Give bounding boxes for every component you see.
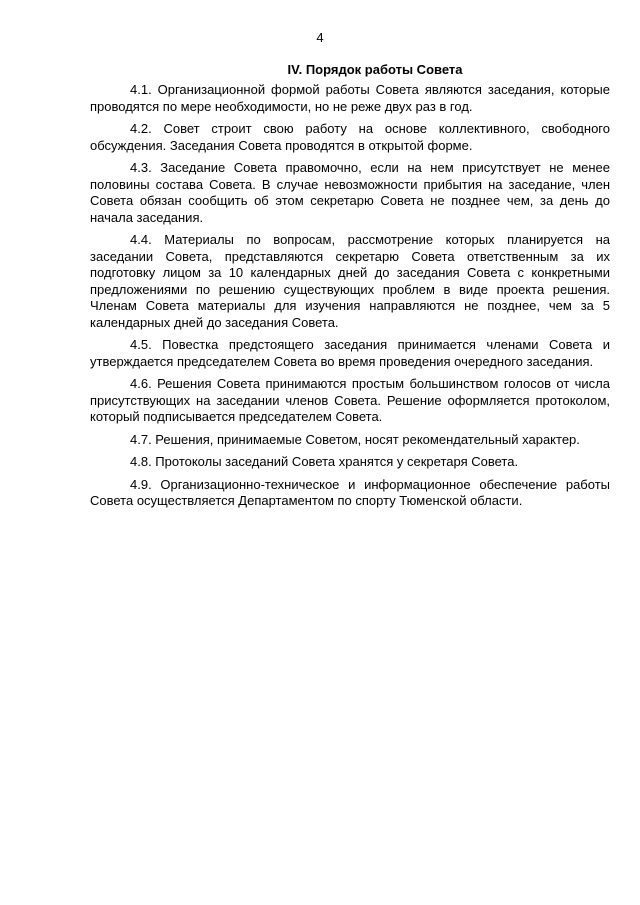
paragraph-4-2: 4.2. Совет строит свою работу на основе коллективного, свободного обсуждения. Заседания Совета проводятся в открытой форме. — [90, 121, 610, 153]
paragraph-4-3: 4.3. Заседание Совета правомочно, если на нем присутствует не менее половины состава Совета. В случае невозможности прибытия на заседание, член Совета обязан сообщить об этом секретарю Совета не позднее чем, за день до начала заседания. — [90, 160, 610, 225]
section-title: IV. Порядок работы Совета — [287, 62, 463, 77]
paragraph-4-7: 4.7. Решения, принимаемые Советом, носят рекомендательный характер. — [130, 431, 580, 447]
paragraph-4-8: 4.8. Протоколы заседаний Совета хранятся у секретаря Совета. — [130, 454, 519, 469]
paragraph-4-5: 4.5. Повестка предстоящего заседания принимается членами Совета и утверждается председателем Совета во время проведения очередного заседания. — [90, 337, 610, 369]
document-body — [90, 62, 610, 516]
page-number: 4 — [316, 30, 324, 45]
paragraph-4-1: 4.1. Организационной формой работы Совета являются заседания, которые проводятся по мере необходимости, но не реже двух раз в год. — [90, 82, 610, 114]
paragraph-4-4: 4.4. Материалы по вопросам, рассмотрение которых планируется на заседании Совета, представляются секретарю Совета ответственным за их подготовку лицом за 10 календарных дней до заседания Совета с конкретными предложениями по решению существующих проблем в виде проекта решения. Членам Совета материалы для изучения направляются не позднее, чем за 5 календарных дней до заседания Совета. — [90, 232, 610, 330]
paragraph-4-6: 4.6. Решения Совета принимаются простым большинством голосов от числа присутствующих на заседании членов Совета. Решение оформляется протоколом, который подписывается председателем Совета. — [90, 376, 610, 424]
paragraph-4-9: 4.9. Организационно-техническое и информационное обеспечение работы Совета осуществляется Департаментом по спорту Тюменской области. — [90, 476, 610, 508]
